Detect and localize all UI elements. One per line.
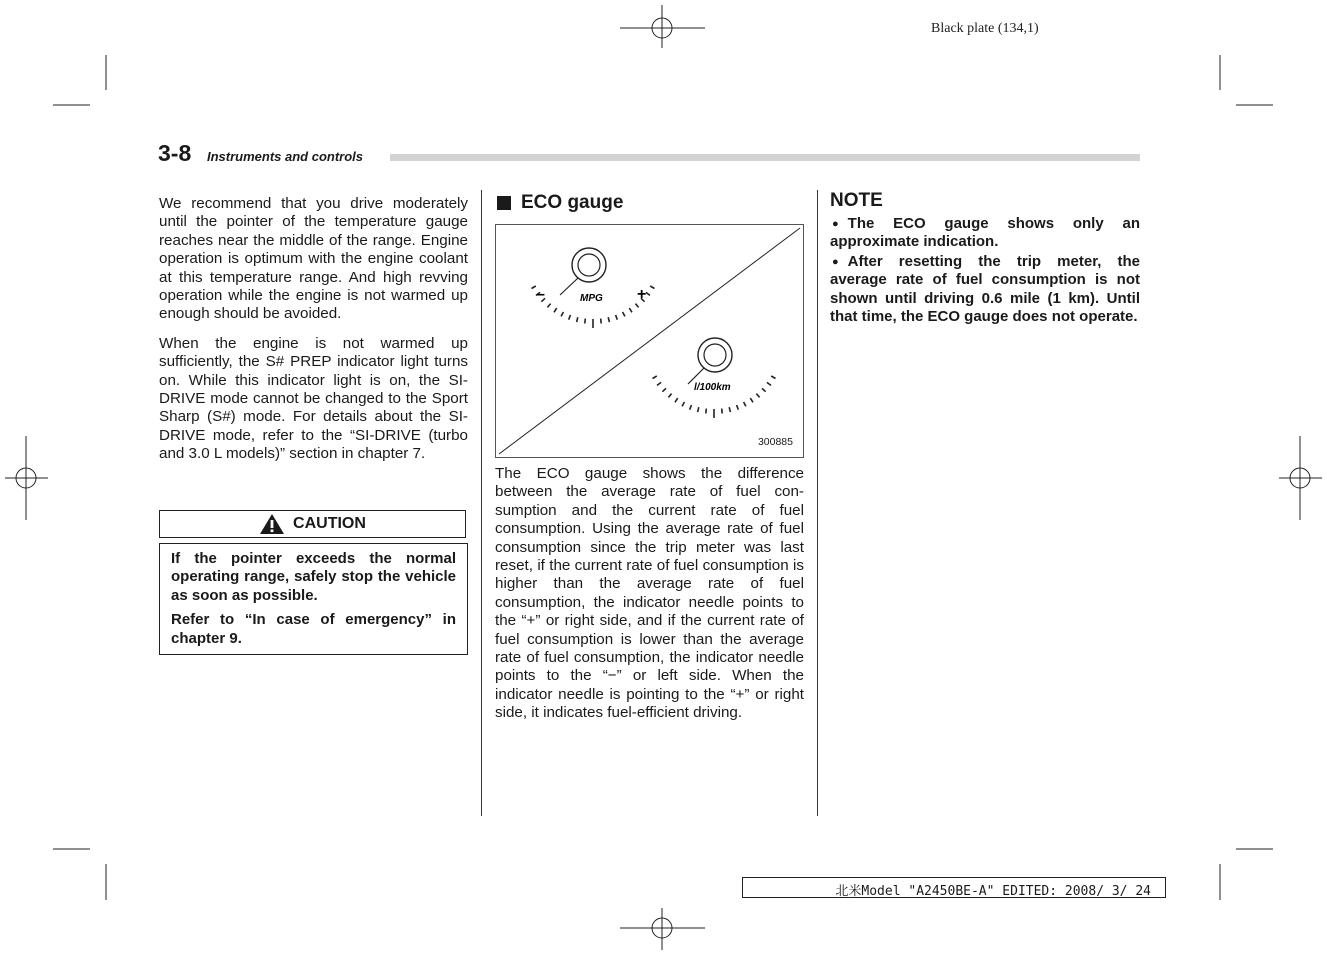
column-divider xyxy=(481,190,482,816)
scale-tick xyxy=(675,398,678,402)
scale-tick xyxy=(601,319,602,324)
gauge-illustration xyxy=(496,225,803,457)
middle-column xyxy=(495,465,804,723)
scale-tick xyxy=(554,308,557,312)
footer-edit-info: 北米Model "A2450BE-A" EDITED: 2008/ 3/ 24 xyxy=(742,877,1166,898)
scale-tick xyxy=(750,398,753,402)
scale-tick xyxy=(767,382,771,385)
scale-tick xyxy=(585,319,586,324)
figure-code: 300885 xyxy=(757,436,793,448)
caution-text: Refer to “In case of emergency” in chapter 9. xyxy=(171,611,456,647)
l100km-label: l/100km xyxy=(694,382,731,393)
heading-text: ECO gauge xyxy=(521,192,624,213)
scale-tick xyxy=(756,394,759,398)
scale-tick xyxy=(722,409,723,414)
note-list xyxy=(830,215,1140,327)
scale-tick xyxy=(623,312,625,316)
note-item xyxy=(830,215,1140,252)
minus-label: – xyxy=(536,286,545,303)
scale-tick xyxy=(690,405,692,410)
scale-tick xyxy=(650,286,654,289)
paragraph: The ECO gauge shows the difference between the average rate of fuel con-sumption and the current rate of fuel consumption. Using the average rate of fuel consumption since the trip meter was last reset, if the current rate of fuel consumption is higher than the average rate of fuel consumption, the indicator needle points to the “+” or right side, and if the current rate of fuel consumption is lower than the average rate of fuel consumption, the indicator needle points to the “−” or left side. When the indicator needle is pointing to the “+” or right side, it indicates fuel-efficient driving. xyxy=(495,465,804,722)
paragraph: We recommend that you drive moderately until the pointer of the temperature gauge reaches near the middle of the range. Engine operation is optimum with the engine coolant at this temperature range. And high revving operation while the engine is not warmed up enough should be avoided. xyxy=(159,195,468,323)
caution-label: CAUTION xyxy=(293,515,366,532)
scale-tick xyxy=(682,402,684,406)
scale-tick xyxy=(737,405,739,410)
note-text: The ECO gauge shows only an approximate indication. xyxy=(830,215,1140,251)
eco-gauge-figure xyxy=(495,224,804,458)
plate-label: Black plate (134,1) xyxy=(931,21,1039,36)
scale-tick xyxy=(653,376,657,379)
bullet-icon: ● xyxy=(832,218,839,230)
note-item xyxy=(830,253,1140,327)
column-divider xyxy=(817,190,818,816)
scale-tick xyxy=(706,409,707,414)
scale-tick xyxy=(629,308,632,312)
caution-text: If the pointer exceeds the normal operating range, safely stop the vehicle as soon as possible. xyxy=(171,550,456,604)
left-column xyxy=(159,195,468,475)
scale-tick xyxy=(608,317,609,322)
note-text: After resetting the trip meter, the average rate of fuel consumption is not shown until driving 0.6 mile (1 km). Until that time, the ECO gauge does not operate. xyxy=(830,252,1140,326)
warning-triangle-icon xyxy=(259,513,285,535)
caution-box xyxy=(159,543,468,655)
note-title: NOTE xyxy=(830,190,883,211)
plus-label: + xyxy=(637,286,647,303)
bullet-icon: ● xyxy=(832,255,839,268)
scale-tick xyxy=(729,407,730,412)
eco-gauge-heading xyxy=(497,192,623,214)
scale-tick xyxy=(577,317,578,322)
page-number: 3-8 xyxy=(158,140,192,166)
paragraph: When the engine is not warmed up sufficiently, the S# PREP indicator light turns on. While this indicator light is on, the SI-DRIVE mode cannot be changed to the Sport Sharp (S#) mode. For details about the SI-DRIVE mode, refer to the “SI-DRIVE (turbo and 3.0 L models)” section in chapter 7. xyxy=(159,334,468,463)
scale-tick xyxy=(662,388,666,391)
scale-tick xyxy=(561,312,563,316)
scale-tick xyxy=(744,402,746,406)
mpg-label: MPG xyxy=(580,293,603,304)
caution-header xyxy=(159,510,466,538)
scale-tick xyxy=(569,315,571,320)
section-title: Instruments and controls xyxy=(207,149,364,164)
scale-tick xyxy=(635,304,638,308)
scale-tick xyxy=(646,292,650,295)
scale-tick xyxy=(771,376,775,379)
scale-tick xyxy=(616,315,618,320)
scale-tick xyxy=(668,394,671,398)
scale-tick xyxy=(762,388,766,391)
scale-tick xyxy=(657,382,661,385)
scale-tick xyxy=(698,407,699,412)
header-bar xyxy=(390,154,1140,161)
scale-tick xyxy=(547,304,550,308)
square-bullet-icon xyxy=(497,196,511,210)
